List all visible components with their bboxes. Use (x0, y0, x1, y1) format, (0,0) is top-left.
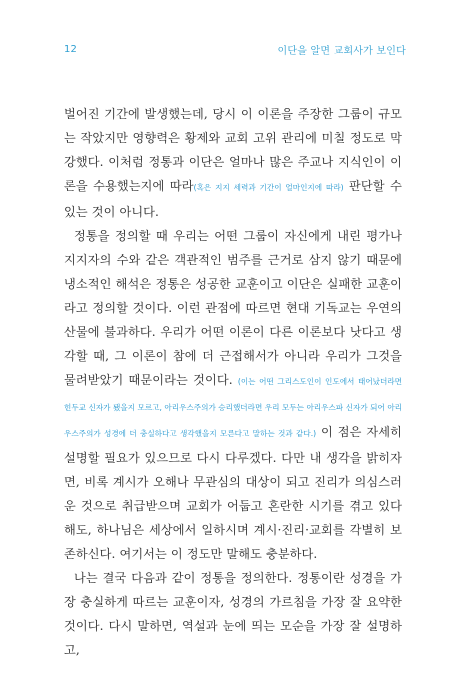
paragraph-1 (64, 102, 402, 224)
running-title: 이단을 알면 교회사가 보인다 (277, 46, 406, 57)
page-header (64, 42, 406, 57)
paragraph-3 (64, 566, 402, 662)
parenthetical-note-1: (혹은 지지 세력과 기간이 얼마인지에 따라) (193, 183, 344, 192)
paragraph-2 (64, 224, 402, 566)
paragraph-2-text: 정통을 정의할 때 우리는 어떤 그룹이 자신에게 내린 평가나 지지자의 수와 같은 객관적인 범주를 근거로 삼지 않기 때문에 냉소적인 해석은 정통은 성공한 교훈이고 이단은 실패한 교훈이라고 정의할 것이다. 이런 관점에 따르면 현대 기독교는 우연의 산물에 불과하다. 우리가 어떤 이론이 다른 이론보다 낫다고 생각할 때, 그 이론이 참에 더 근접해서가 아니라 우리가 그것을 물려받았기 때문이라는 것이다. (64, 229, 402, 387)
paragraph-3-text: 나는 결국 다음과 같이 정통을 정의한다. 정통이란 성경을 가장 충실하게 따르는 교훈이자, 성경의 가르침을 가장 잘 요약한 것이다. 다시 말하면, 역설과 눈에 띄는 모순을 가장 잘 설명하고, (64, 571, 402, 657)
paragraph-1-ending: 판단할 수 있는 것이 아니다. (64, 179, 402, 219)
page-content (64, 102, 402, 662)
page-number: 12 (64, 44, 78, 55)
paragraph-2-ending: 이 점은 자세히 설명할 필요가 있으므로 다시 다루겠다. 다만 내 생각을 밝히자면, 비록 계시가 오해나 무관심의 대상이 되고 진리가 의심스러운 것으로 취급받으며 교회가 어둡고 혼란한 시기를 겪고 있다 해도, 하나님은 세상에서 일하시며 계시·진리·교회를 각별히 보존하신다. 여기서는 이 정도만 말해도 충분하다. (64, 425, 402, 561)
paragraph-1-text: 벌어진 기간에 발생했는데, 당시 이 이론을 주장한 그룹이 규모는 작았지만 영향력은 황제와 교회 고위 관리에 미칠 정도로 막강했다. 이처럼 정통과 이단은 얼마나 많은 주교나 지식인이 이론을 수용했는지에 따라 (64, 107, 402, 193)
parenthetical-note-2: (이는 어떤 그리스도인이 인도에서 태어났더라면 힌두교 신자가 됐을지 모르고, 아리우스주의가 승리했더라면 우리 모두는 아리우스파 신자가 되어 아리우스주의가 성경에 더 충실하다고 생각했을지 모른다고 말하는 것과 같다.) (64, 377, 403, 438)
